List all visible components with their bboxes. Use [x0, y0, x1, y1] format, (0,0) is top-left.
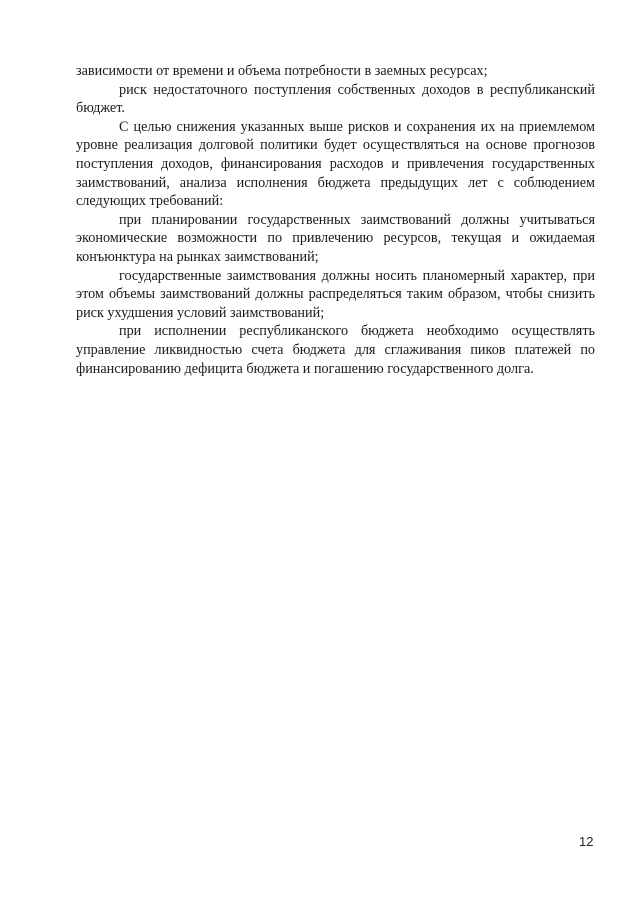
paragraph-requirement-liquidity: при исполнении республиканского бюджета необходимо осуществлять управление ликвидностью счета бюджета для сглаживания пиков платежей по финансированию дефицита бюджета и погашению государственного долга. — [76, 323, 595, 377]
document-body — [76, 62, 595, 378]
paragraph-continuation: зависимости от времени и объема потребности в заемных ресурсах; — [76, 63, 488, 79]
paragraph-risk-revenue: риск недостаточного поступления собственных доходов в республиканский бюджет. — [76, 81, 595, 117]
page-number: 12 — [579, 834, 594, 849]
paragraph-requirement-planning: при планировании государственных заимствований должны учитываться экономические возможности по привлечению ресурсов, текущая и ожидаемая конъюнктура на рынках заимствований; — [76, 211, 595, 265]
paragraph-risk-mitigation: С целью снижения указанных выше рисков и сохранения их на приемлемом уровне реализация долговой политики будет осуществляться на основе прогнозов поступления доходов, финансирования расходов и привлечения государственных заимствований, анализа исполнения бюджета предыдущих лет с соблюдением следующих требований: — [76, 118, 595, 210]
paragraph-requirement-schedule: государственные заимствования должны носить планомерный характер, при этом объемы заимствований должны распределяться таким образом, чтобы снизить риск ухудшения условий заимствований; — [76, 267, 595, 321]
